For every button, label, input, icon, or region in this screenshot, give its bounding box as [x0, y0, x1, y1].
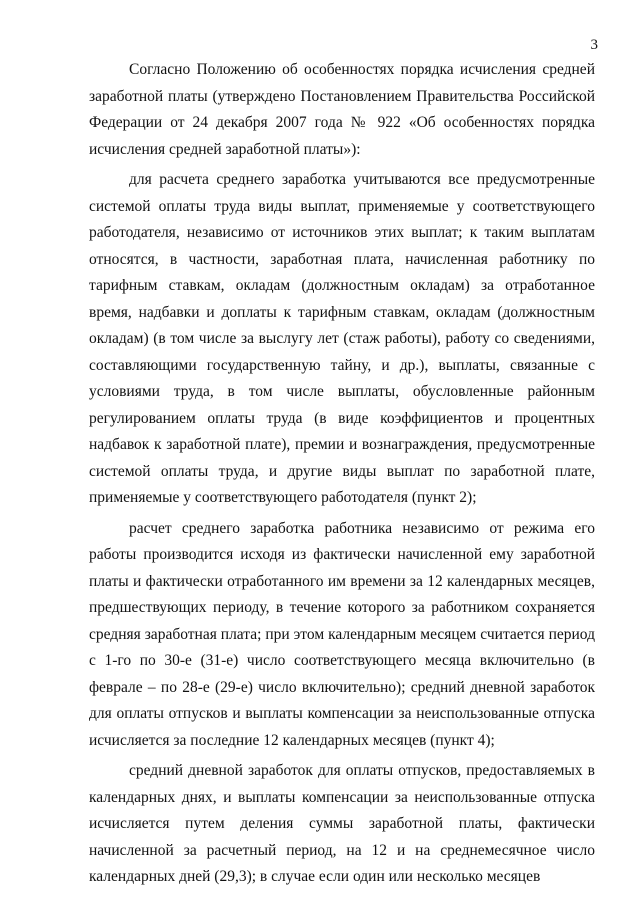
paragraph-point-2: для расчета среднего заработка учитываются все предусмотренные системой оплаты труда виды выплат, применяемые у соответствующего работодателя, независимо от источников этих выплат; к таким выплатам относятся, в частности, заработная плата, начисленная работнику по тарифным ставкам, окладам (должностным окладам) за отработанное время, надбавки и доплаты к тарифным ставкам, окладам (должностным окладам) (в том числе за выслугу лет (стаж работы), работу со сведениями, составляющими государственную тайну, и др.), выплаты, связанные с условиями труда, в том числе выплаты, обусловленные районным регулированием оплаты труда (в виде коэффициентов и процентных надбавок к заработной плате), премии и вознаграждения, предусмотренные системой оплаты труда, и другие виды выплат по заработной плате, применяемые у соответствующего работодателя (пункт 2);: [89, 171, 595, 506]
paragraph-point-4: расчет среднего заработка работника независимо от режима его работы производится исходя из фактически начисленной ему заработной платы и фактически отработанного им времени за 12 календарных месяцев, предшествующих периоду, в течение которого за работником сохраняется средняя заработная плата; при этом календарным месяцем считается период с 1-го по 30-е (31-е) число соответствующего месяца включительно (в феврале – по 28-е (29-е) число включительно); средний дневной заработок для оплаты отпусков и выплаты компенсации за неиспользованные отпуска исчисляется за последние 12 календарных месяцев (пункт 4);: [89, 519, 595, 749]
paragraph-intro: Согласно Положению об особенностях порядка исчисления средней заработной платы (утверждено Постановлением Правительства Российской Федерации от 24 декабря 2007 года № 922 «Об особенностях порядка исчисления средней заработной платы»):: [89, 61, 595, 158]
paragraph-daily-earnings: средний дневной заработок для оплаты отпусков, предоставляемых в календарных днях, и выплаты компенсации за неиспользованные отпуска исчисляется путем деления суммы заработной платы, фактически начисленной за расчетный период, на 12 и на среднемесячное число календарных дней (29,3); в случае если один или несколько месяцев: [89, 762, 595, 885]
page-number: 3: [590, 37, 598, 53]
document-body: [89, 57, 595, 891]
